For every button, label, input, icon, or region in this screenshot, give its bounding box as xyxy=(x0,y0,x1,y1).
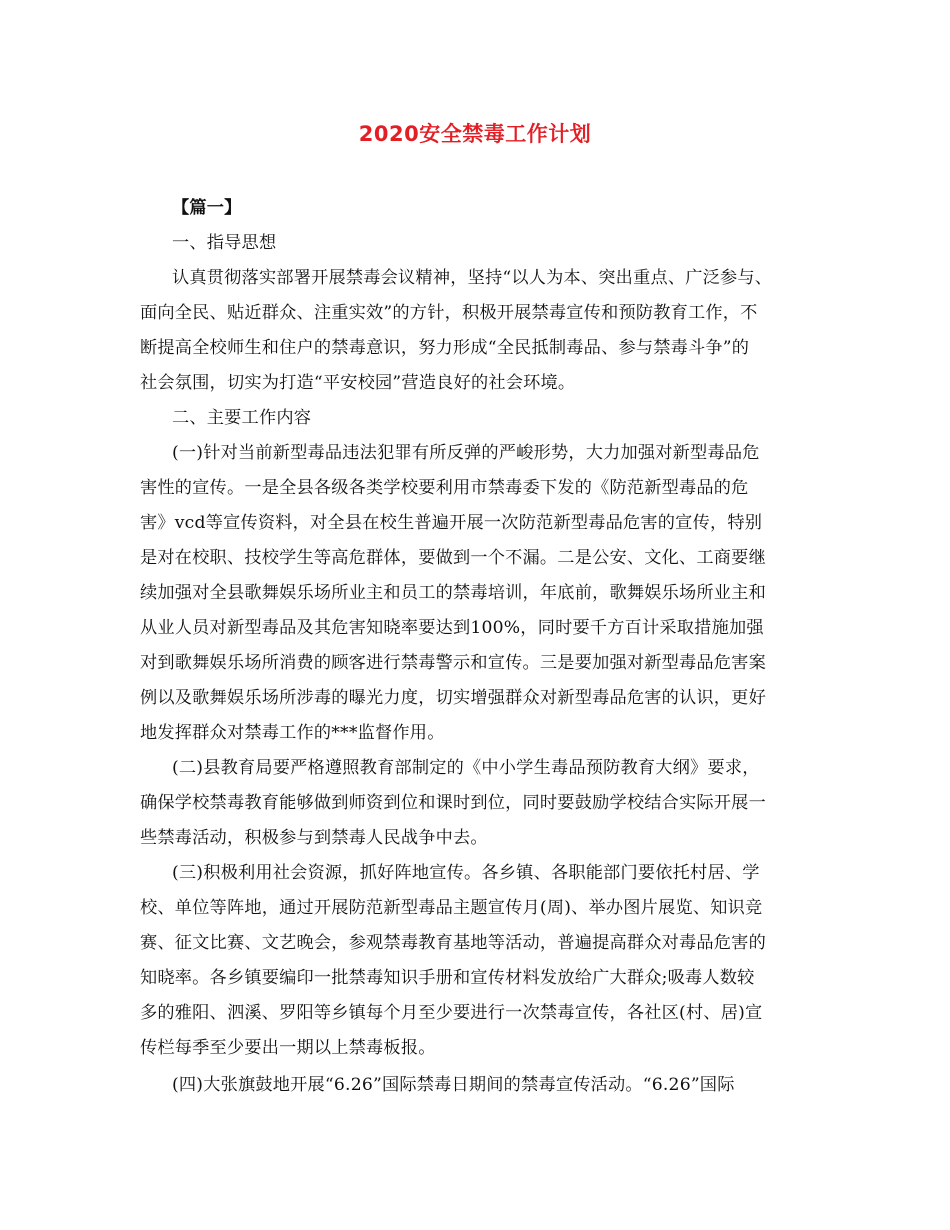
paragraph-line: 多的雅阳、泗溪、罗阳等乡镇每个月至少要进行一次禁毒宣传，各社区(村、居)宣 xyxy=(140,1003,763,1023)
paragraph-line: 面向全民、贴近群众、注重实效”的方针，积极开展禁毒宣传和预防教育工作，不 xyxy=(140,303,758,323)
paragraph-line: 知晓率。各乡镇要编印一批禁毒知识手册和宣传材料发放给广大群众;吸毒人数较 xyxy=(140,968,755,988)
paragraph-line: 害》vcd等宣传资料，对全县在校生普遍开展一次防范新型毒品危害的宣传，特别 xyxy=(140,513,763,533)
paragraph-line: 断提高全校师生和住户的禁毒意识，努力形成“全民抵制毒品、参与禁毒斗争”的 xyxy=(140,338,750,358)
paragraph-line: 校、单位等阵地，通过开展防范新型毒品主题宣传月(周)、举办图片展览、知识竞 xyxy=(140,898,763,918)
section-label: 【篇一】 xyxy=(172,198,242,218)
heading-main-work: 二、主要工作内容 xyxy=(172,408,312,428)
paragraph-line: (三)积极利用社会资源，抓好阵地宣传。各乡镇、各职能部门要依托村居、学 xyxy=(172,863,760,883)
document-title: 2020安全禁毒工作计划 xyxy=(358,122,592,146)
paragraph-line: (四)大张旗鼓地开展“6.26”国际禁毒日期间的禁毒宣传活动。“6.26”国际 xyxy=(172,1075,735,1095)
paragraph-line: 是对在校职、技校学生等高危群体，要做到一个不漏。二是公安、文化、工商要继 xyxy=(140,548,766,568)
paragraph-line: 续加强对全县歌舞娱乐场所业主和员工的禁毒培训，年底前，歌舞娱乐场所业主和 xyxy=(140,583,766,603)
paragraph-line: 害性的宣传。一是全县各级各类学校要利用市禁毒委下发的《防范新型毒品的危 xyxy=(140,478,749,498)
paragraph-line: 确保学校禁毒教育能够做到师资到位和课时到位，同时要鼓励学校结合实际开展一 xyxy=(140,793,766,813)
paragraph-line: 地发挥群众对禁毒工作的***监督作用。 xyxy=(140,723,445,743)
paragraph-line: 些禁毒活动，积极参与到禁毒人民战争中去。 xyxy=(140,828,488,848)
paragraph-line: 例以及歌舞娱乐场所涉毒的曝光力度，切实增强群众对新型毒品危害的认识，更好 xyxy=(140,688,766,708)
paragraph-line: 传栏每季至少要出一期以上禁毒板报。 xyxy=(140,1038,436,1058)
paragraph-line: 社会氛围，切实为打造“平安校园”营造良好的社会环境。 xyxy=(140,373,576,393)
heading-guiding-thought: 一、指导思想 xyxy=(172,233,277,253)
paragraph-line: (二)县教育局要严格遵照教育部制定的《中小学生毒品预防教育大纲》要求， xyxy=(172,758,760,778)
paragraph-line: 从业人员对新型毒品及其危害知晓率要达到100%，同时要千方百计采取措施加强 xyxy=(140,618,764,638)
paragraph-line: 对到歌舞娱乐场所消费的顾客进行禁毒警示和宣传。三是要加强对新型毒品危害案 xyxy=(140,653,766,673)
paragraph-line: 赛、征文比赛、文艺晚会，参观禁毒教育基地等活动，普遍提高群众对毒品危害的 xyxy=(140,933,766,953)
paragraph-line: (一)针对当前新型毒品违法犯罪有所反弹的严峻形势，大力加强对新型毒品危 xyxy=(172,443,760,463)
paragraph-line: 认真贯彻落实部署开展禁毒会议精神，坚持“以人为本、突出重点、广泛参与、 xyxy=(172,268,773,288)
